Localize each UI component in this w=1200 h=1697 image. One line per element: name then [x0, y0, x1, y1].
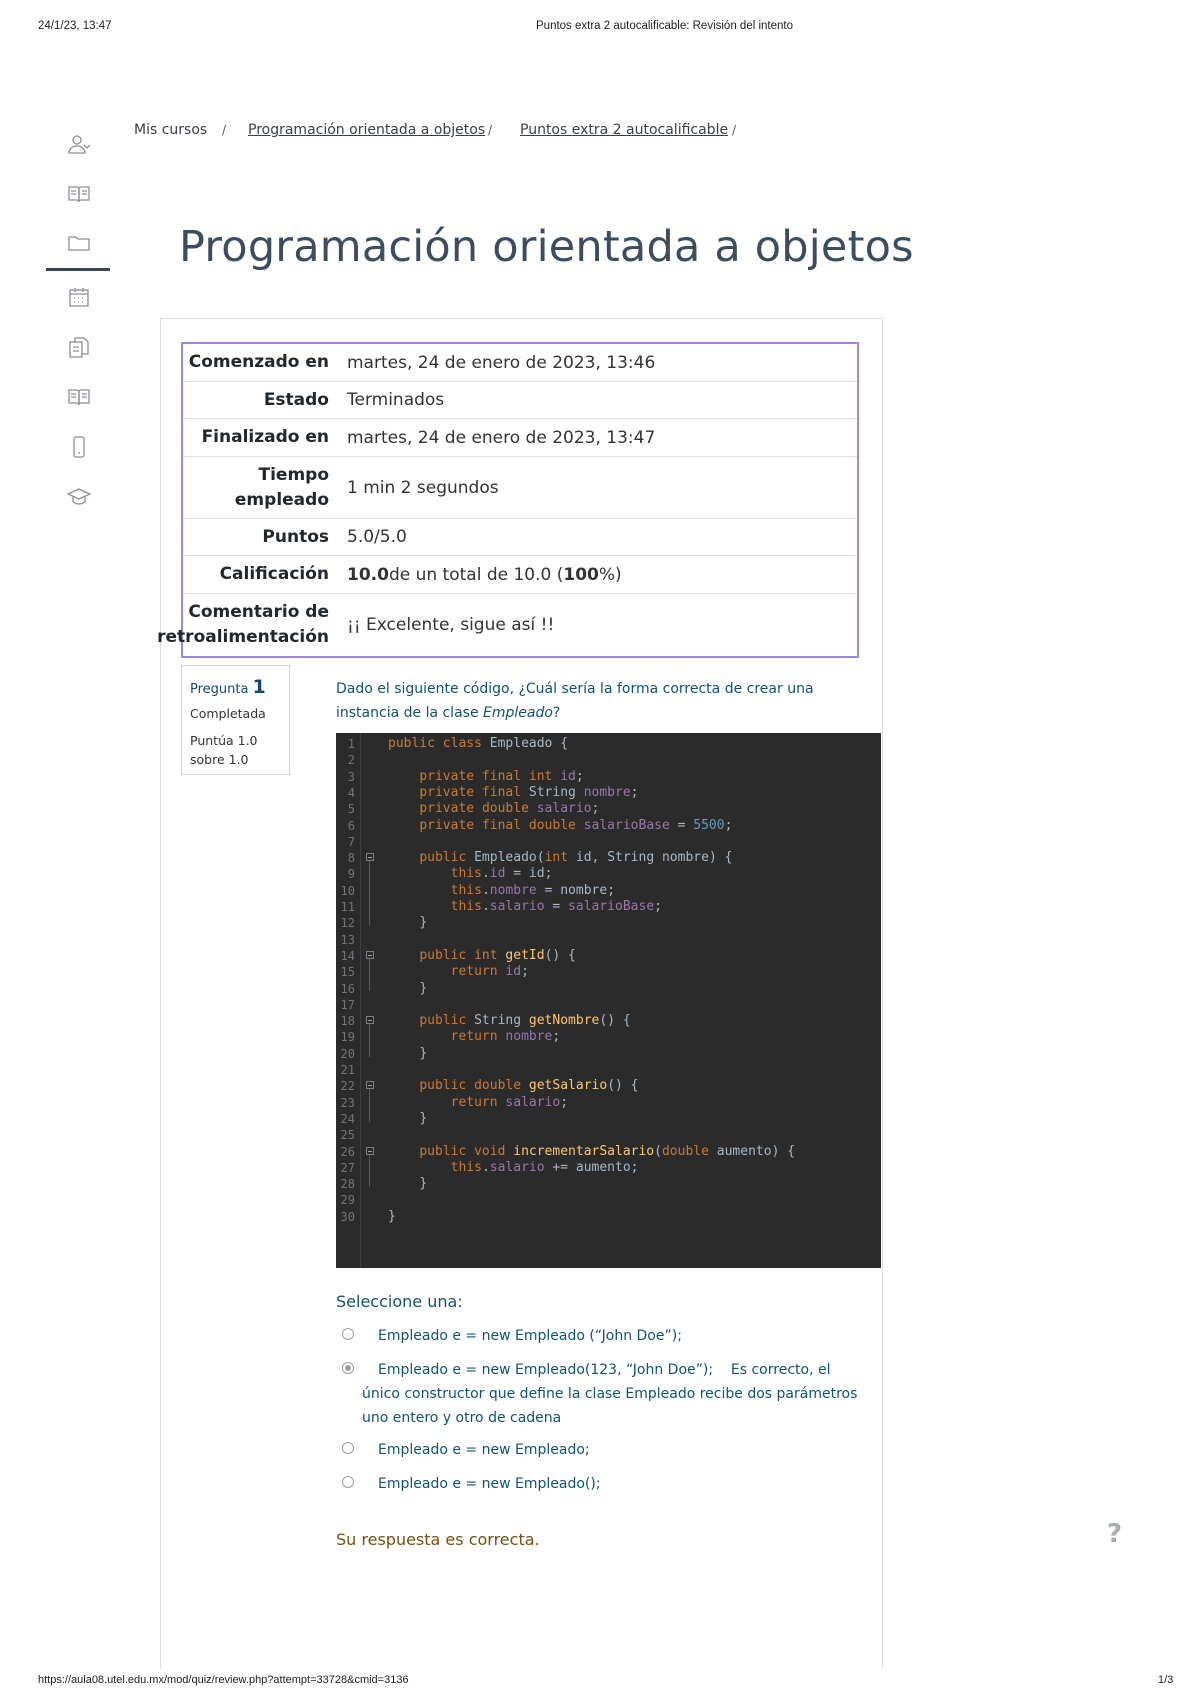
code-line	[336, 931, 881, 949]
summary-value: ¡¡ Excelente, sigue así !!	[347, 615, 555, 635]
summary-row-finished	[183, 419, 857, 457]
code-line	[336, 1159, 881, 1177]
code-line-text: public double getSalario() {	[419, 1078, 639, 1094]
code-line	[336, 914, 881, 932]
code-line	[336, 1061, 881, 1079]
code-line-number: 1	[347, 737, 355, 751]
code-line-text: public String getNombre() {	[419, 1013, 631, 1029]
code-line	[336, 849, 881, 867]
code-line-text: }	[419, 915, 428, 931]
code-line-number: 7	[347, 834, 355, 849]
summary-value: martes, 24 de enero de 2023, 13:46	[347, 352, 656, 373]
code-line-text: private double salario;	[419, 801, 600, 817]
book-icon[interactable]	[62, 380, 96, 414]
summary-row-started	[183, 344, 857, 382]
summary-value: 5.0/5.0	[347, 527, 407, 547]
answer-option-c[interactable]: Empleado e = new Empleado;	[378, 1442, 590, 1458]
code-line-text: }	[419, 1176, 428, 1192]
summary-label: Comenzado en	[188, 352, 329, 372]
code-line-number: 3	[347, 769, 355, 784]
book-icon[interactable]	[62, 177, 96, 211]
question-grade: Puntúa 1.0 sobre 1.0	[190, 733, 258, 767]
result-feedback: Su respuesta es correcta.	[336, 1530, 540, 1549]
code-line	[336, 1110, 881, 1128]
summary-label: Tiempo empleado	[234, 464, 329, 510]
question-class-name: Empleado	[483, 705, 553, 721]
breadcrumb-separator: /	[732, 123, 737, 137]
code-line-text: return id;	[450, 964, 529, 980]
code-line-number: 16	[340, 981, 355, 996]
code-line-number: 8	[347, 851, 355, 866]
print-url: https://aula08.utel.edu.mx/mod/quiz/review.php?attempt=33728&cmid=3136	[38, 1674, 409, 1686]
fold-toggle-icon[interactable]	[366, 853, 374, 861]
code-line	[336, 963, 881, 981]
code-snippet	[336, 733, 881, 1268]
code-line-number: 25	[340, 1128, 355, 1143]
fold-toggle-icon[interactable]	[366, 951, 374, 959]
summary-label: Puntos	[262, 526, 329, 547]
code-line-text: return nombre;	[450, 1029, 561, 1045]
question-number: 1	[252, 676, 266, 698]
code-line-number: 30	[340, 1209, 355, 1224]
code-line-number: 6	[347, 818, 355, 833]
code-line-number: 21	[340, 1063, 355, 1077]
rail-active-indicator	[46, 268, 110, 271]
graduation-cap-icon[interactable]	[62, 480, 96, 514]
question-text-end: ?	[552, 705, 561, 721]
code-line-number: 19	[340, 1030, 355, 1045]
summary-label: Finalizado en	[201, 427, 329, 447]
code-line	[336, 1094, 881, 1112]
code-line-text: private final String nombre;	[419, 784, 639, 800]
code-line-text: }	[419, 1110, 428, 1126]
answer-radio-d[interactable]	[342, 1476, 354, 1488]
code-line	[336, 1028, 881, 1046]
code-line-number: 14	[340, 948, 355, 963]
code-line	[336, 1126, 881, 1144]
help-icon[interactable]: ?	[1107, 1519, 1123, 1549]
code-line-text: private final double salarioBase = 5500;	[419, 817, 733, 833]
grade-percent: 100	[563, 564, 599, 585]
summary-row-state	[183, 382, 857, 419]
answer-radio-b[interactable]	[342, 1362, 354, 1374]
code-line	[336, 768, 881, 786]
print-page-number: 1/3	[1158, 1674, 1174, 1686]
summary-value	[345, 556, 857, 593]
question-info-box	[181, 665, 290, 775]
code-line-number: 29	[340, 1193, 355, 1208]
answer-radio-a[interactable]	[342, 1328, 354, 1340]
code-line	[336, 1191, 881, 1209]
code-line-number: 13	[340, 932, 355, 947]
code-line-text: }	[419, 980, 428, 996]
code-line	[336, 784, 881, 802]
breadcrumb-item-my-courses[interactable]: Mis cursos	[134, 122, 208, 138]
answer-option-b[interactable]	[362, 1358, 862, 1430]
select-one-label: Seleccione una:	[336, 1292, 463, 1311]
summary-label: Calificación	[219, 564, 329, 584]
code-line	[336, 1077, 881, 1095]
code-line-number: 18	[340, 1014, 355, 1029]
print-datetime: 24/1/23, 13:47	[38, 20, 112, 32]
answer-option-b-feedback: Es correcto, el único constructor que define la clase Empleado recibe dos parámetros uno entero y otro de cadena	[362, 1362, 858, 1426]
question-label: Pregunta	[190, 682, 249, 697]
code-line-text: return salario;	[450, 1094, 569, 1110]
code-line	[336, 817, 881, 835]
code-line-text: public class Empleado {	[388, 736, 569, 751]
summary-row-grade	[183, 556, 857, 594]
breadcrumb-separator: /	[488, 123, 493, 137]
code-line	[336, 1208, 881, 1226]
code-line-text: private final int id;	[419, 768, 584, 784]
summary-row-time-taken	[183, 457, 857, 519]
breadcrumb-item-quiz[interactable]: Puntos extra 2 autocalificable	[520, 122, 729, 138]
page-title: Programación orientada a objetos	[179, 222, 914, 272]
code-line-number: 10	[340, 883, 355, 898]
code-line	[336, 882, 881, 900]
code-line	[336, 1175, 881, 1193]
code-line-number: 2	[347, 753, 355, 768]
code-line	[336, 800, 881, 818]
code-line-number: 26	[340, 1144, 355, 1159]
answer-radio-c[interactable]	[342, 1442, 354, 1454]
code-line	[336, 996, 881, 1014]
breadcrumb-item-course[interactable]: Programación orientada a objetos	[248, 122, 486, 138]
question-text	[336, 677, 856, 725]
code-line-number: 12	[340, 916, 355, 931]
code-line-number: 5	[347, 802, 355, 817]
code-line	[336, 833, 881, 851]
code-line-text: this.id = id;	[450, 866, 553, 882]
code-line	[336, 1143, 881, 1161]
fold-toggle-icon[interactable]	[366, 1147, 374, 1155]
documents-icon[interactable]	[62, 330, 96, 364]
code-line-number: 23	[340, 1095, 355, 1110]
code-line-number: 9	[347, 867, 355, 882]
summary-row-feedback	[157, 594, 857, 656]
code-line-text: }	[388, 1208, 396, 1224]
code-line	[336, 1045, 881, 1063]
code-line-text: this.nombre = nombre;	[450, 882, 616, 898]
answer-option-b-text: Empleado e = new Empleado(123, “John Doe”);	[378, 1362, 714, 1378]
grade-percent-suffix: %)	[598, 564, 622, 585]
breadcrumb-separator: /	[222, 123, 227, 137]
code-line-number: 15	[340, 965, 355, 980]
print-doc-title: Puntos extra 2 autocalificable: Revisión del intento	[536, 20, 793, 32]
summary-value: martes, 24 de enero de 2023, 13:47	[347, 427, 656, 448]
folder-icon[interactable]	[62, 226, 96, 260]
summary-row-points	[183, 519, 857, 556]
code-line-text: public void incrementarSalario(double aumento) {	[419, 1143, 796, 1159]
code-line-text: public Empleado(int id, String nombre) {	[419, 850, 733, 866]
code-line-number: 24	[340, 1111, 355, 1126]
code-line-text: this.salario = salarioBase;	[450, 899, 662, 914]
code-line-number: 28	[340, 1177, 355, 1192]
code-line-number: 20	[340, 1046, 355, 1061]
code-line-text: this.salario += aumento;	[450, 1159, 639, 1175]
code-line	[336, 865, 881, 883]
fold-toggle-icon[interactable]	[366, 1016, 374, 1024]
attempt-summary-table	[157, 342, 859, 658]
code-line	[336, 980, 881, 998]
code-line-number: 4	[347, 785, 355, 800]
code-line	[336, 898, 881, 916]
code-line-text: }	[419, 1045, 428, 1061]
summary-value: 1 min 2 segundos	[347, 477, 499, 498]
code-line-text: public int getId() {	[419, 947, 576, 963]
code-line-number: 27	[340, 1160, 355, 1175]
fold-toggle-icon[interactable]	[366, 1081, 374, 1089]
grade-total: de un total de 10.0 (	[388, 564, 564, 585]
answer-option-d[interactable]: Empleado e = new Empleado();	[378, 1476, 601, 1492]
question-state: Completada	[190, 706, 266, 721]
code-line	[336, 735, 881, 753]
mobile-icon[interactable]	[62, 430, 96, 464]
summary-value: Terminados	[347, 390, 445, 410]
code-line	[336, 1012, 881, 1030]
code-line	[336, 751, 881, 769]
code-line-number: 22	[340, 1079, 355, 1094]
code-line-number: 11	[340, 900, 355, 914]
answer-option-a[interactable]: Empleado e = new Empleado (“John Doe”);	[378, 1328, 682, 1344]
grade-score: 10.0	[347, 564, 389, 585]
code-line-number: 17	[340, 997, 355, 1012]
question-text-main: Dado el siguiente código, ¿Cuál sería la forma correcta de crear una instancia de la clase	[336, 681, 814, 721]
summary-label: Comentario de retroalimentación	[157, 602, 329, 647]
summary-label: Estado	[263, 389, 329, 410]
user-icon[interactable]	[62, 127, 96, 161]
calendar-icon[interactable]	[62, 280, 96, 314]
code-line	[336, 947, 881, 965]
